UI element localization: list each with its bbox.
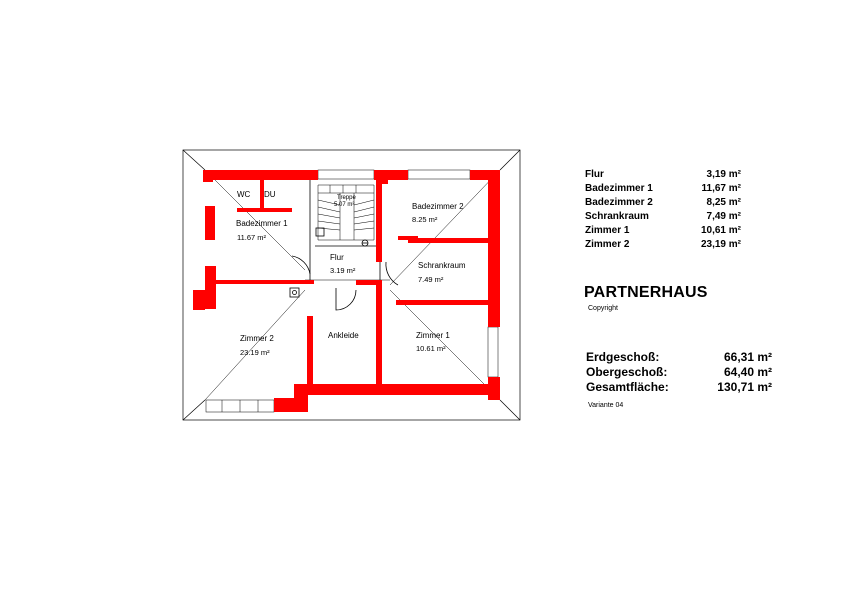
room-area-zimmer-1: 10.61 m² (416, 344, 446, 353)
area-value: 10,61 m² (700, 225, 741, 236)
variant-label: Variante 04 (588, 402, 624, 409)
room-label-flur: Flur (330, 253, 344, 262)
area-row-flur (585, 168, 741, 182)
room-area-treppe: 5.07 m² (334, 202, 355, 208)
area-row-badezimmer-1 (585, 182, 741, 196)
project-title: PARTNERHAUS (584, 284, 708, 301)
room-area-badezimmer-1: 11.67 m² (237, 233, 267, 242)
area-name: Zimmer 1 (585, 225, 630, 236)
room-label-schrankraum: Schrankraum (418, 261, 466, 270)
room-area-schrankraum: 7.49 m² (418, 275, 444, 284)
area-name: Badezimmer 1 (585, 183, 653, 194)
area-name: Flur (585, 169, 604, 180)
copyright-note: Copyright (588, 305, 618, 312)
interior-walls (220, 180, 398, 310)
totals-name: Erdgeschoß: (586, 350, 660, 364)
totals-row-erdgeschoss (586, 350, 772, 365)
area-value: 11,67 m² (701, 183, 741, 194)
area-name: Zimmer 2 (585, 239, 630, 250)
room-label-treppe: Treppe (337, 195, 356, 201)
area-value: 23,19 m² (700, 239, 741, 250)
room-area-flur: 3.19 m² (330, 266, 356, 275)
totals-name: Gesamtfläche: (586, 380, 669, 394)
totals-value: 130,71 m² (717, 380, 772, 394)
room-label-badezimmer-2: Badezimmer 2 (412, 202, 464, 211)
room-area-zimmer-2: 23.19 m² (240, 348, 270, 357)
area-table (585, 168, 741, 252)
totals-table (586, 350, 772, 395)
area-value: 3,19 m² (706, 169, 741, 180)
room-label-zimmer-1: Zimmer 1 (416, 331, 450, 340)
room-label-wc: WC (237, 190, 251, 199)
room-label-zimmer-2: Zimmer 2 (240, 334, 274, 343)
room-label-du: DU (264, 190, 276, 199)
totals-value: 66,31 m² (723, 350, 772, 364)
room-area-badezimmer-2: 8.25 m² (412, 215, 438, 224)
area-row-badezimmer-2 (585, 196, 741, 210)
area-value: 7,49 m² (706, 211, 741, 222)
area-value: 8,25 m² (706, 197, 741, 208)
area-name: Badezimmer 2 (585, 197, 653, 208)
staircase (318, 185, 374, 240)
room-label-ankleide: Ankleide (328, 331, 359, 340)
area-row-schrankraum (585, 210, 741, 224)
totals-row-obergeschoss (586, 365, 772, 380)
totals-row-gesamtflaeche (586, 380, 772, 395)
area-row-zimmer-1 (585, 224, 741, 238)
totals-value: 64,40 m² (723, 365, 772, 379)
area-name: Schrankraum (585, 211, 649, 222)
roof-outline (183, 150, 520, 420)
area-row-zimmer-2 (585, 238, 741, 252)
room-label-badezimmer-1: Badezimmer 1 (236, 219, 288, 228)
totals-name: Obergeschoß: (586, 365, 668, 379)
